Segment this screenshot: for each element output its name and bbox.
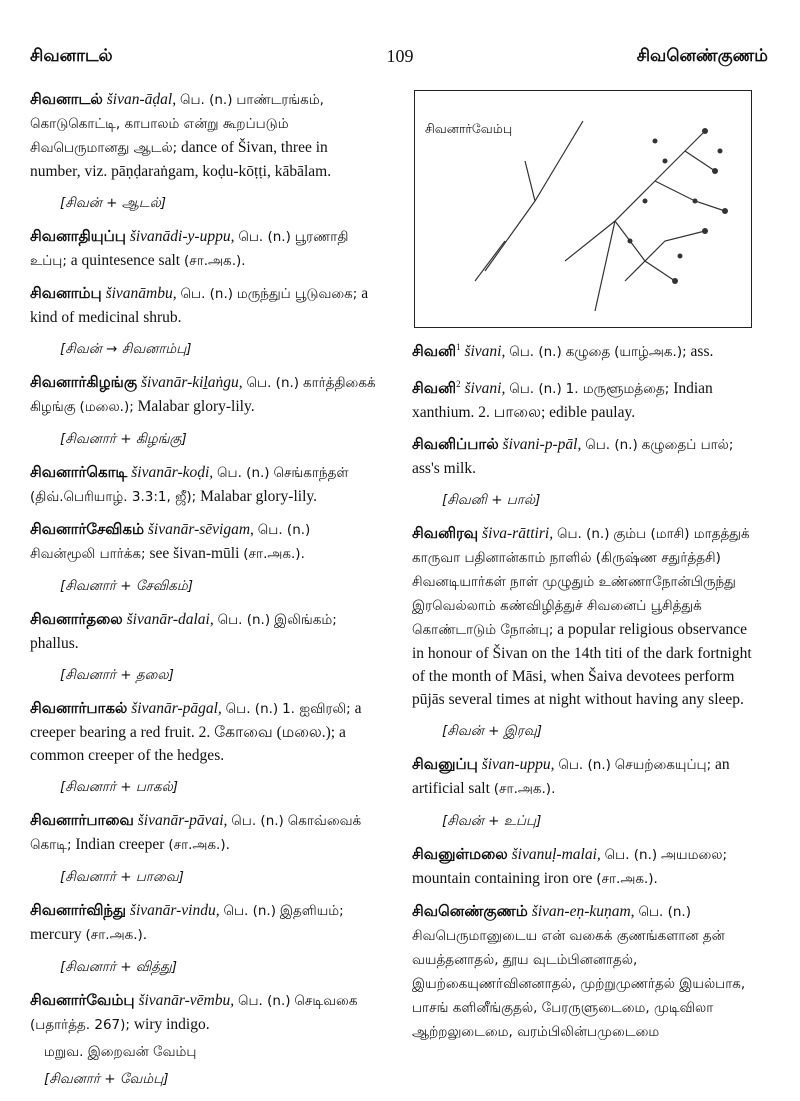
page-number: 109 (386, 46, 414, 66)
headword: சிவனார்விந்து (30, 901, 127, 919)
english-gloss: see šivan-mūli (149, 545, 240, 562)
headword: சிவனி (412, 342, 457, 361)
transliteration: šivani, (464, 380, 506, 398)
transliteration: šivanār-pāvai, (137, 812, 228, 829)
tamil-gloss: கழுதை (565, 344, 611, 361)
derivation: [சிவனார் + கிழங்கு] (60, 431, 187, 447)
english-gloss: mountain containing iron ore (412, 870, 593, 888)
transliteration: šivani, (464, 343, 506, 361)
english-gloss: an artificial salt (412, 756, 730, 798)
source: (சா.அக.). (168, 837, 230, 853)
english-gloss: dance of Šivan, three in number, viz. pāṇḍaraṅgam, koḍu-kōṭṭi, kābālam. (30, 139, 332, 180)
tamil-gloss: 1. ஐவிரலி; (282, 701, 351, 717)
entry (412, 336, 754, 364)
english-gloss: a kind of medicinal shrub. (30, 285, 369, 326)
tamil-gloss: செயற்கையுப்பு; (614, 757, 712, 774)
transliteration: šivanār-vēmbu, (138, 992, 235, 1009)
headword: சிவனார்கொடி (30, 463, 128, 481)
running-head-right: சிவனெண்குணம் (636, 46, 768, 66)
headword: சிவனார்பாவை (30, 811, 134, 829)
derivation: [சிவனார் + தலை] (60, 667, 174, 683)
transliteration: šivanādi-y-uppu, (129, 228, 235, 245)
pos: பெ. (n.) (509, 344, 562, 361)
homograph-number: 1 (456, 342, 461, 352)
pos: பெ. (n.) (180, 286, 234, 302)
source: (மலை.); (79, 399, 134, 415)
tamil-gloss: சிவபெருமானுடைய என் வகைக் குணங்களான தன் வயத்தனாதல், தூய வுடம்பினனாதல், இயற்கையுணர்வினனாதல், முற்றுமுணர்தல் இயல்பாக, பாசங் களினீங்குதல், பேரருளுடைமை, முடிவிலா ஆற்றலுடைமை, வரம்பிலின்பமுடைமை (412, 928, 746, 1041)
entry (30, 989, 378, 1037)
tamil-gloss: கொவ்வைக் கொடி; (30, 813, 362, 853)
entry (30, 282, 378, 329)
pos: பெ. (n.) (604, 847, 658, 864)
headword: சிவனார்தலை (30, 610, 123, 628)
tamil-gloss: கும்ப (மாசி) மாதத்துக் காருவா பதினான்காம் நாளில் (கிருஷ்ண சதுர்த்தசி) சிவனடியார்கள் நாள் முழுதும் உண்ணாநோன்பிருந்து இரவெல்லாம் கண்விழித்துச் சிவனைப் பூசித்துக் கொண்டாடும் நோன்பு; (412, 526, 750, 639)
entry (30, 88, 378, 183)
tamil-gloss: பூரணாதி உப்பு; (30, 229, 349, 269)
transliteration: šivanuḷ-malai, (511, 846, 601, 864)
pos: பெ. (n.) (217, 465, 270, 481)
english-gloss: Indian xanthium. 2. பாலை; edible paulay. (412, 380, 713, 422)
tamil-gloss: சிவன்மூலி பார்க்க; (30, 546, 146, 562)
headword: சிவனெண்குணம் (412, 902, 528, 921)
pos: பெ. (n.) (638, 904, 691, 921)
derivation: [சிவனார் + பாவை] (60, 869, 184, 885)
headword: சிவனிரவு (412, 524, 479, 543)
derivation: [சிவன் + உப்பு] (442, 813, 542, 830)
pos: பெ. (n.) (585, 437, 638, 454)
tamil-gloss: 1. மருளூமத்தை; (565, 381, 670, 398)
pos: பெ. (n.) (223, 903, 276, 919)
entry (412, 900, 754, 1044)
pos: பெ. (n.) (217, 612, 271, 628)
headword: சிவனாதியுப்பு (30, 227, 126, 245)
tamil-gloss: கழுதைப் பால்; (641, 437, 734, 454)
english-gloss: a popular religious observance in honour of Šivan on the 14th titi of the dark fortnight of the month of Māsi, when Šaiva devotees perform pūjās several times at night without having any sleep. (412, 621, 752, 709)
tamil-gloss: கார்த்திகைக் கிழங்கு (30, 375, 376, 415)
headword: சிவனுப்பு (412, 755, 478, 774)
transliteration: šivanār-kiḻaṅgu, (140, 374, 243, 391)
entry (30, 608, 378, 655)
entry (30, 518, 378, 566)
source: (யாழ்அக.); (614, 344, 687, 361)
headword: சிவனாடல் (30, 90, 103, 108)
headword: சிவனார்கிழங்கு (30, 373, 138, 391)
transliteration: šivan-āḍal, (106, 91, 177, 108)
entry (30, 461, 378, 509)
english-gloss: ass's milk. (412, 460, 476, 478)
source: (சா.அக.). (243, 546, 305, 562)
english-gloss: a creeper bearing a red fruit. 2. கோவை (மலை.); a common creeper of the hedges. (30, 700, 362, 764)
pos: பெ. (n.) (558, 757, 611, 774)
english-gloss: Indian creeper (75, 836, 165, 853)
plant-illustration (414, 90, 752, 328)
transliteration: šivanāmbu, (105, 285, 177, 302)
headword: சிவனார்சேவிகம் (30, 520, 145, 538)
entry (412, 753, 754, 801)
entry (30, 899, 378, 947)
tamil-gloss: இதளியம்; (279, 903, 344, 919)
english-gloss: Malabar glory-lily. (200, 488, 317, 505)
source: (பதார்த்த. 267); (30, 1017, 130, 1033)
entry (412, 843, 754, 891)
derivation: [சிவனார் + வேம்பு] (44, 1071, 169, 1087)
source: (திவ்.பெரியாழ். 3.3:1, ஜீ); (30, 489, 197, 505)
tamil-gloss: செங்காந்தள் (273, 465, 349, 481)
transliteration: šiva-rāttiri, (482, 525, 554, 543)
headword: சிவனாம்பு (30, 284, 102, 302)
transliteration: šivanār-pāgal, (131, 700, 222, 717)
derivation: [சிவனார் + பாகல்] (60, 779, 179, 795)
headword: சிவனிப்பால் (412, 435, 499, 454)
headword: சிவனுள்மலை (412, 845, 508, 864)
tamil-gloss: பாண்டரங்கம், கொடுகொட்டி, காபாலம் என்று கூறப்படும் சிவபெருமானது ஆடல்; (30, 92, 324, 156)
tamil-gloss: செடிவகை (294, 993, 358, 1009)
transliteration: šivanār-koḍi, (131, 464, 214, 481)
tamil-gloss: இலிங்கம்; (274, 612, 337, 628)
transliteration: šivani-p-pāl, (502, 436, 582, 454)
transliteration: šivan-eṇ-kuṇam, (531, 903, 635, 921)
derivation: [சிவனார் + வித்து] (60, 959, 177, 975)
english-gloss: ass. (690, 343, 714, 361)
headword: சிவனார்வேம்பு (30, 991, 135, 1009)
english-gloss: wiry indigo. (133, 1016, 210, 1033)
headword: சிவனார்பாகல் (30, 699, 128, 717)
derivation: [சிவன் + இரவு] (442, 723, 543, 740)
english-gloss: phallus. (30, 635, 79, 652)
entry (30, 371, 378, 419)
source: (சா.அக.). (596, 871, 658, 888)
entry (412, 433, 754, 480)
entry (30, 809, 378, 857)
derivation: [சிவன் + ஆடல்] (60, 195, 167, 211)
synonym-note: மறுவ. இறைவன் வேம்பு (44, 1044, 197, 1060)
tamil-gloss: மருந்துப் பூடுவகை; (236, 286, 358, 302)
pos: பெ. (n.) (238, 229, 291, 245)
source: (சா.அக.). (493, 781, 556, 798)
derivation: [சிவனி + பால்] (442, 492, 541, 509)
derivation: [சிவனார் + சேவிகம்] (60, 578, 194, 594)
english-gloss: Malabar glory-lily. (137, 398, 255, 415)
pos: பெ. (n.) (556, 526, 610, 543)
entry (30, 697, 378, 767)
transliteration: šivanār-vindu, (129, 902, 220, 919)
headword: சிவனி (412, 379, 457, 398)
entry (30, 225, 378, 273)
tamil-gloss: அயமலை; (661, 847, 728, 864)
english-gloss: a quintesence salt (70, 252, 181, 269)
english-gloss: mercury (30, 926, 82, 943)
homograph-number: 2 (456, 379, 461, 390)
entry (412, 373, 754, 424)
transliteration: šivanār-sēvigam, (147, 521, 254, 538)
left-column (30, 88, 378, 1101)
pos: பெ. (n.) (238, 993, 291, 1009)
running-head-left: சிவனாடல் (30, 46, 113, 66)
pos: பெ. (n.) (246, 375, 300, 391)
right-column (412, 336, 754, 1053)
pos: பெ. (n.) (231, 813, 284, 829)
transliteration: šivanār-dalai, (126, 611, 214, 628)
pos: பெ. (n.) (257, 522, 311, 538)
source: (சா.அக.). (183, 253, 246, 269)
entry (412, 522, 754, 711)
pos: பெ. (n.) (509, 381, 562, 398)
pos: பெ. (n.) (179, 92, 233, 108)
source: (சா.அக.). (85, 927, 148, 943)
figure-caption: சிவனார்வேம்பு (425, 121, 513, 136)
pos: பெ. (n.) (225, 701, 279, 717)
transliteration: šivan-uppu, (481, 756, 555, 774)
derivation: [சிவன் → சிவனாம்பு] (60, 341, 192, 357)
